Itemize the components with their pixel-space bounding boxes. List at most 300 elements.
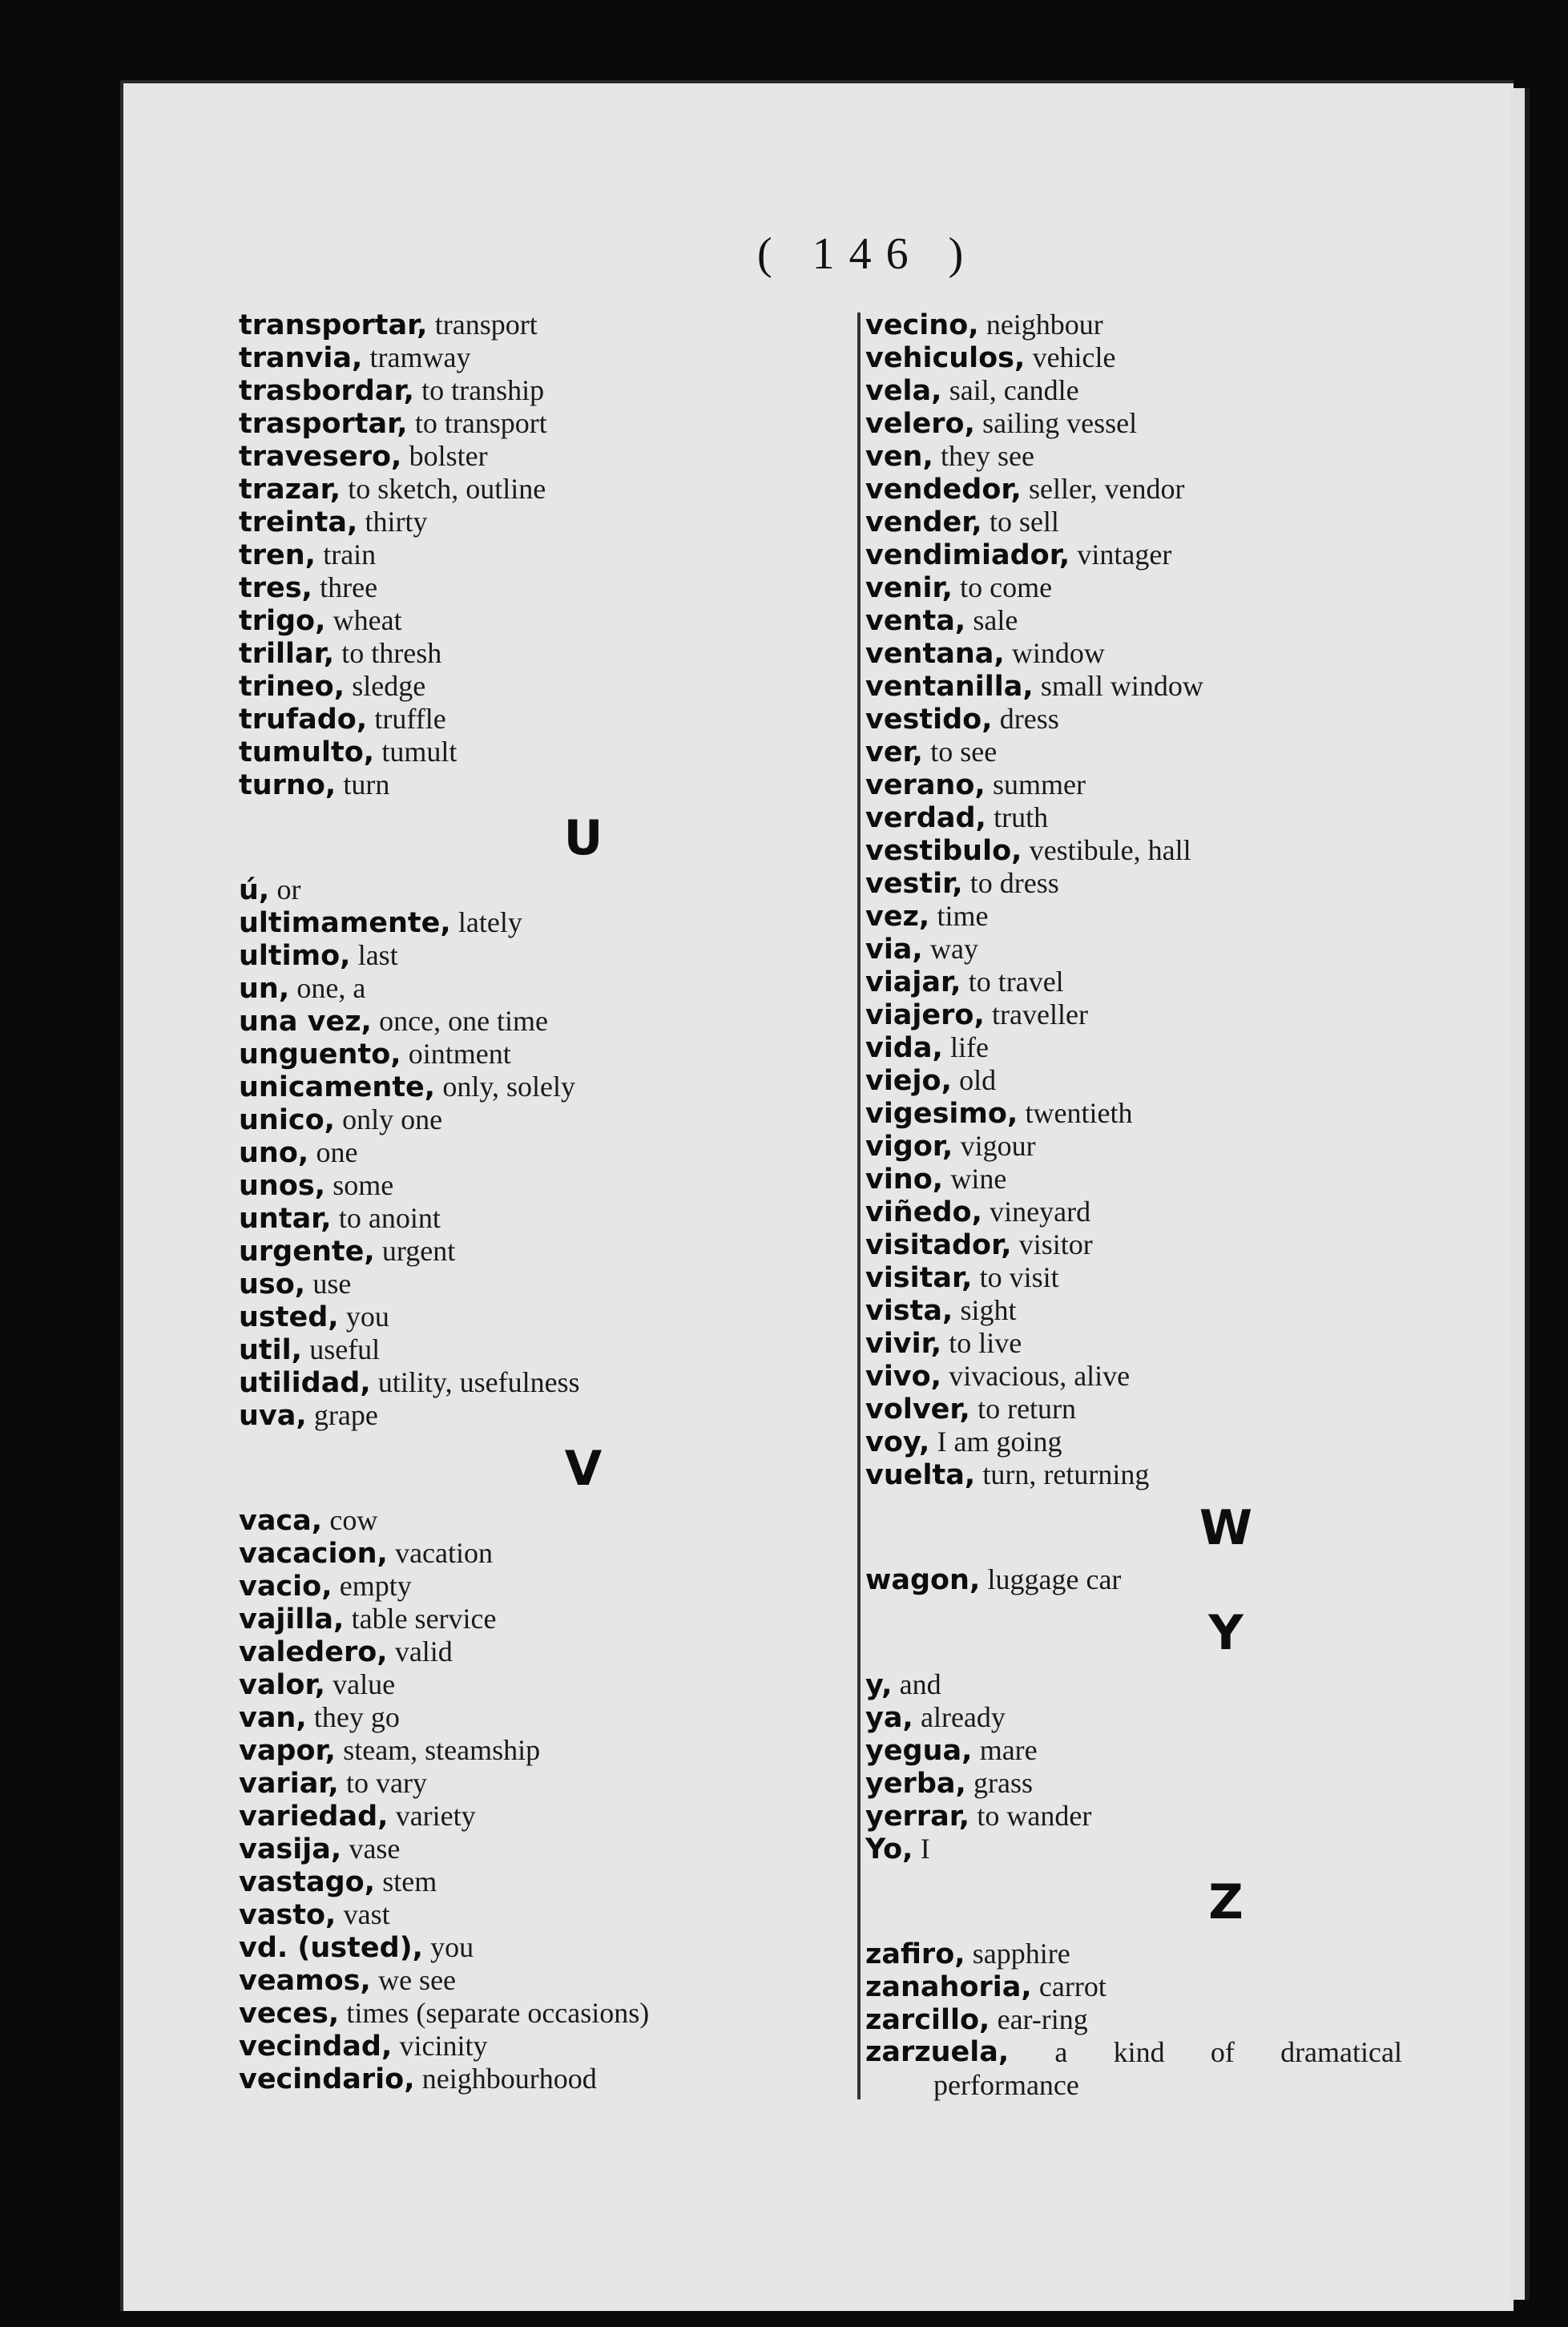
gloss: turn, returning: [982, 1458, 1150, 1490]
headword: ya,: [865, 1702, 913, 1734]
dictionary-entry: [239, 670, 864, 703]
dictionary-entry: [865, 1668, 1442, 1701]
gloss: to dress: [969, 867, 1059, 899]
gloss-continuation: performance: [933, 2069, 1079, 2101]
dictionary-entry: [865, 440, 1442, 473]
dictionary-entry: [239, 1202, 864, 1235]
gloss: useful: [309, 1333, 381, 1365]
gloss: vast: [343, 1898, 390, 1930]
dictionary-entry: [865, 1426, 1442, 1458]
headword: trasbordar,: [239, 375, 414, 407]
dictionary-entry: [239, 1833, 864, 1865]
headword: vestido,: [865, 704, 993, 736]
headword: vestibulo,: [865, 835, 1022, 867]
dictionary-entry: [865, 341, 1442, 374]
dictionary-entry: [865, 834, 1442, 867]
headword: tres,: [239, 572, 312, 604]
v-entries-continued-list: [865, 309, 1442, 1491]
gloss: grape: [313, 1399, 378, 1431]
gloss: seller, vendor: [1029, 473, 1185, 505]
headword: variar,: [239, 1768, 339, 1800]
w-entries-list: [865, 1563, 1442, 1596]
gloss: some: [333, 1169, 394, 1201]
gloss: sapphire: [972, 1938, 1070, 1970]
headword: yerrar,: [865, 1801, 970, 1833]
zarzuela-first-line: [865, 2036, 1402, 2069]
letter-heading-w: W: [1199, 1500, 1253, 1556]
dictionary-entry: [239, 736, 864, 768]
dictionary-entry: [865, 933, 1442, 966]
headword: ventanilla,: [865, 671, 1034, 703]
dictionary-entry: [239, 1865, 864, 1898]
headword: travesero,: [239, 441, 402, 473]
headword: valedero,: [239, 1636, 388, 1668]
gloss: vigour: [960, 1130, 1036, 1162]
dictionary-entry: [865, 801, 1442, 834]
gloss: wheat: [333, 604, 402, 636]
gloss: to travel: [968, 966, 1064, 998]
gloss: they see: [941, 440, 1034, 472]
headword: vasija,: [239, 1833, 342, 1865]
headword: vd. (usted),: [239, 1932, 423, 1964]
headword: un,: [239, 973, 290, 1005]
page-edge-shadow: [1525, 88, 1530, 2300]
headword: urgente,: [239, 1236, 375, 1268]
t-entries-list: [239, 309, 864, 801]
headword: vela,: [865, 375, 942, 407]
headword: una vez,: [239, 1006, 372, 1038]
dictionary-entry: [239, 1005, 864, 1038]
gloss: luggage car: [987, 1563, 1122, 1595]
headword: vivir,: [865, 1328, 942, 1360]
dictionary-entry: [239, 1071, 864, 1103]
headword: vida,: [865, 1032, 943, 1064]
headword: viejo,: [865, 1065, 952, 1097]
gloss: summer: [992, 768, 1086, 801]
dictionary-entry: [865, 309, 1442, 341]
gloss: to transport: [414, 407, 547, 439]
headword: volver,: [865, 1393, 970, 1426]
dictionary-entry: [239, 1399, 864, 1432]
headword: vasto,: [239, 1899, 337, 1931]
dictionary-entry: [865, 867, 1442, 900]
headword: vivo,: [865, 1361, 941, 1393]
dictionary-entry: [239, 1931, 864, 1964]
dictionary-entry: [865, 1196, 1442, 1228]
headword: vigesimo,: [865, 1098, 1018, 1130]
gloss: sale: [973, 604, 1018, 636]
dictionary-entry: [865, 1734, 1442, 1767]
gloss: I: [920, 1833, 930, 1865]
headword: vastago,: [239, 1866, 376, 1898]
headword: vecindario,: [239, 2063, 415, 2095]
z-entries-list: [865, 1938, 1442, 2036]
headword: uva,: [239, 1400, 307, 1432]
dictionary-entry: [239, 604, 864, 637]
dictionary-entry: [239, 1964, 864, 1997]
headword: vista,: [865, 1295, 953, 1327]
v-entries-list: [239, 1504, 864, 2095]
gloss: value: [333, 1668, 396, 1700]
dictionary-entry: [239, 1169, 864, 1202]
dictionary-entry: [865, 966, 1442, 998]
dictionary-entry: [865, 998, 1442, 1031]
dictionary-entry: [865, 407, 1442, 440]
headword: viajar,: [865, 966, 961, 998]
dictionary-entry: [239, 538, 864, 571]
dictionary-entry: [865, 604, 1442, 637]
headword: uso,: [239, 1268, 306, 1301]
gloss: vineyard: [990, 1196, 1091, 1228]
gloss: we see: [378, 1964, 457, 1996]
gloss: tramway: [369, 341, 471, 373]
headword: unguento,: [239, 1038, 401, 1071]
headword: visitador,: [865, 1229, 1012, 1261]
headword: turno,: [239, 769, 337, 801]
dictionary-entry: [865, 1458, 1442, 1491]
gloss: ointment: [408, 1038, 511, 1070]
gloss: small window: [1040, 670, 1203, 702]
headword: trigo,: [239, 605, 326, 637]
dictionary-entry: [865, 1701, 1442, 1734]
headword: utilidad,: [239, 1367, 371, 1399]
dictionary-entry: [239, 1038, 864, 1071]
gloss: truth: [994, 801, 1049, 833]
headword: uno,: [239, 1137, 309, 1169]
dictionary-entry: [865, 2003, 1442, 2036]
dictionary-entry: [239, 407, 864, 440]
dictionary-entry: [239, 1997, 864, 2030]
dictionary-entry: [239, 1333, 864, 1366]
gloss: time: [937, 900, 989, 932]
dictionary-entry: [865, 1294, 1442, 1327]
dictionary-entry: [239, 2063, 864, 2095]
gloss: lately: [458, 906, 522, 938]
gloss: they go: [313, 1701, 400, 1733]
gloss: to tranship: [421, 374, 545, 406]
gloss: vacation: [395, 1537, 494, 1569]
dictionary-entry: [865, 538, 1442, 571]
dictionary-entry: [239, 1268, 864, 1301]
gloss: to visit: [979, 1261, 1059, 1293]
headword: vendimiador,: [865, 539, 1070, 571]
gloss: to sell: [989, 506, 1059, 538]
headword: zarcillo,: [865, 2004, 990, 2036]
dictionary-entry: [239, 1537, 864, 1570]
dictionary-entry: [865, 1970, 1442, 2003]
gloss: sail, candle: [949, 374, 1079, 406]
dictionary-entry: [865, 571, 1442, 604]
letter-heading-z: Z: [1208, 1874, 1244, 1930]
headword: valor,: [239, 1669, 325, 1701]
headword: tren,: [239, 539, 316, 571]
headword: verano,: [865, 769, 986, 801]
gloss: grass: [973, 1767, 1034, 1799]
gloss: and: [899, 1668, 941, 1700]
headword: ú,: [239, 874, 270, 906]
gloss: vivacious, alive: [949, 1360, 1131, 1392]
gloss: only, solely: [442, 1071, 575, 1103]
headword: vuelta,: [865, 1459, 976, 1491]
headword: unico,: [239, 1104, 335, 1136]
dictionary-entry: [865, 1163, 1442, 1196]
dictionary-entry: [865, 1938, 1442, 1970]
dictionary-entry: [865, 1393, 1442, 1426]
gloss: or: [276, 873, 301, 905]
y-entries-list: [865, 1668, 1442, 1865]
dictionary-entry: [865, 506, 1442, 538]
dictionary-entry: [239, 1235, 864, 1268]
headword: Yo,: [865, 1833, 913, 1865]
dictionary-entry: [865, 637, 1442, 670]
headword: treinta,: [239, 506, 358, 538]
page-edge: [1510, 88, 1525, 2300]
gloss: thirty: [365, 506, 428, 538]
headword: velero,: [865, 408, 975, 440]
letter-heading-v: V: [564, 1441, 603, 1497]
gloss: once, one time: [379, 1005, 549, 1037]
gloss: valid: [394, 1635, 453, 1668]
gloss: truffle: [374, 703, 446, 735]
dictionary-entry: [239, 1701, 864, 1734]
dictionary-entry: [239, 1800, 864, 1833]
headword: zafiro,: [865, 1938, 965, 1970]
dictionary-entry: [865, 670, 1442, 703]
gloss: transport: [434, 309, 538, 341]
dictionary-entry: [865, 1563, 1442, 1596]
headword: viajero,: [865, 999, 985, 1031]
gloss: you: [345, 1301, 389, 1333]
headword: trazar,: [239, 474, 341, 506]
headword: vajilla,: [239, 1603, 345, 1635]
gloss: neighbourhood: [421, 2063, 597, 2095]
dictionary-entry: [865, 374, 1442, 407]
headword: veces,: [239, 1998, 340, 2030]
gloss: to anoint: [338, 1202, 441, 1234]
dictionary-entry: [239, 2030, 864, 2063]
headword: trineo,: [239, 671, 345, 703]
gloss: train: [323, 538, 377, 571]
gloss: cow: [329, 1504, 378, 1536]
gloss-word: of: [1210, 2036, 1235, 2068]
right-column: [865, 309, 1442, 2102]
dictionary-entry: [865, 1261, 1442, 1294]
dictionary-entry: [239, 1570, 864, 1603]
headword: zanahoria,: [865, 1971, 1032, 2003]
gloss: way: [929, 933, 978, 965]
headword: vaca,: [239, 1505, 323, 1537]
headword: vestir,: [865, 868, 963, 900]
headword: y,: [865, 1669, 893, 1701]
dictionary-entry: [865, 1097, 1442, 1130]
gloss: urgent: [381, 1235, 456, 1267]
gloss: tumult: [381, 736, 458, 768]
dictionary-entry: [239, 1366, 864, 1399]
headword: yerba,: [865, 1768, 966, 1800]
headword: tranvia,: [239, 342, 363, 374]
letter-heading-u: U: [563, 810, 603, 866]
headword: usted,: [239, 1301, 339, 1333]
headword: vapor,: [239, 1735, 336, 1767]
gloss: you: [430, 1931, 474, 1963]
dictionary-entry: [239, 1668, 864, 1701]
gloss: to sketch, outline: [348, 473, 546, 505]
dictionary-entry: [865, 1360, 1442, 1393]
dictionary-entry: [239, 768, 864, 801]
headword: vendedor,: [865, 474, 1022, 506]
dictionary-entry: [865, 1031, 1442, 1064]
gloss: vintager: [1077, 538, 1172, 571]
dictionary-entry: [239, 637, 864, 670]
gloss-word: dramatical: [1280, 2036, 1402, 2068]
dictionary-entry: [865, 703, 1442, 736]
headword: vez,: [865, 901, 930, 933]
gloss: times (separate occasions): [346, 1997, 650, 2029]
gloss: to come: [960, 571, 1053, 603]
gloss: turn: [343, 768, 390, 801]
gloss: only one: [342, 1103, 443, 1135]
headword: util,: [239, 1334, 302, 1366]
headword: transportar,: [239, 309, 428, 341]
dictionary-entry: [239, 1136, 864, 1169]
headword: variedad,: [239, 1801, 389, 1833]
headword: vecino,: [865, 309, 979, 341]
dictionary-entry: [239, 906, 864, 939]
headword: wagon,: [865, 1564, 981, 1596]
headword: vecindad,: [239, 2031, 393, 2063]
gloss: one, a: [296, 972, 366, 1004]
headword: trillar,: [239, 638, 335, 670]
letter-heading-y: Y: [1208, 1605, 1244, 1661]
dictionary-entry-zarzuela: [865, 2036, 1442, 2102]
dictionary-entry: [239, 1767, 864, 1800]
headword: verdad,: [865, 802, 986, 834]
u-entries-list: [239, 873, 864, 1432]
headword: trasportar,: [239, 408, 408, 440]
gloss: twentieth: [1025, 1097, 1133, 1129]
gloss: one: [316, 1136, 358, 1168]
headword: veamos,: [239, 1965, 371, 1997]
dictionary-entry: [239, 473, 864, 506]
headword: vino,: [865, 1164, 944, 1196]
left-column: [239, 309, 864, 2095]
gloss: to thresh: [341, 637, 442, 669]
headword: unos,: [239, 1170, 326, 1202]
dictionary-entry: [865, 736, 1442, 768]
dictionary-entry: [865, 1064, 1442, 1097]
gloss: stem: [382, 1865, 437, 1897]
dictionary-entry: [239, 440, 864, 473]
dictionary-entry: [239, 1734, 864, 1767]
gloss: dress: [999, 703, 1059, 735]
gloss: ear-ring: [997, 2003, 1088, 2035]
gloss: sledge: [352, 670, 426, 702]
dictionary-entry: [865, 1833, 1442, 1865]
gloss: empty: [339, 1570, 412, 1602]
dictionary-entry: [865, 1228, 1442, 1261]
headword: ventana,: [865, 638, 1005, 670]
dictionary-entry: [239, 1103, 864, 1136]
gloss: sailing vessel: [982, 407, 1138, 439]
gloss: variety: [395, 1800, 476, 1832]
headword: ultimamente,: [239, 907, 451, 939]
gloss: life: [950, 1031, 990, 1063]
gloss: table service: [351, 1603, 497, 1635]
dictionary-entry: [239, 939, 864, 972]
dictionary-entry: [239, 374, 864, 407]
headword: van,: [239, 1702, 307, 1734]
dictionary-entry: [239, 341, 864, 374]
headword: voy,: [865, 1426, 930, 1458]
gloss: vehicle: [1032, 341, 1116, 373]
headword: vigor,: [865, 1131, 953, 1163]
gloss: carrot: [1038, 1970, 1106, 2002]
dictionary-entry: [239, 309, 864, 341]
gloss: traveller: [992, 998, 1088, 1030]
headword: vehiculos,: [865, 342, 1026, 374]
dictionary-entry: [865, 1130, 1442, 1163]
dictionary-entry: [239, 703, 864, 736]
gloss: wine: [950, 1163, 1007, 1195]
gloss: sight: [960, 1294, 1017, 1326]
headword: tumulto,: [239, 736, 375, 768]
gloss: bolster: [409, 440, 488, 472]
gloss: vestibule, hall: [1029, 834, 1191, 866]
gloss: to wander: [977, 1800, 1092, 1832]
gloss: to see: [930, 736, 998, 768]
gloss: neighbour: [986, 309, 1103, 341]
dictionary-entry: [865, 1767, 1442, 1800]
gloss: vase: [349, 1833, 401, 1865]
dictionary-entry: [865, 900, 1442, 933]
gloss: window: [1011, 637, 1105, 669]
dictionary-entry: [239, 1504, 864, 1537]
dictionary-entry: [239, 1898, 864, 1931]
gloss: steam, steamship: [343, 1734, 541, 1766]
page-number: ( 146 ): [757, 229, 978, 279]
dictionary-entry: [865, 768, 1442, 801]
gloss: to live: [949, 1327, 1022, 1359]
dictionary-entry: [239, 1635, 864, 1668]
gloss: to return: [977, 1393, 1077, 1425]
headword: viñedo,: [865, 1196, 982, 1228]
gloss: old: [959, 1064, 997, 1096]
headword: venta,: [865, 605, 966, 637]
gloss: last: [357, 939, 398, 971]
headword: ultimo,: [239, 940, 351, 972]
headword: unicamente,: [239, 1071, 436, 1103]
headword: zarzuela,: [865, 2036, 1010, 2068]
gloss: vicinity: [399, 2030, 488, 2062]
gloss: visitor: [1018, 1228, 1093, 1260]
dictionary-entry: [239, 873, 864, 906]
gloss: utility, usefulness: [377, 1366, 580, 1398]
headword: venir,: [865, 572, 953, 604]
gloss-word: kind: [1113, 2036, 1165, 2068]
dictionary-entry: [865, 473, 1442, 506]
dictionary-entry: [239, 1603, 864, 1635]
headword: untar,: [239, 1203, 332, 1235]
dictionary-entry: [239, 506, 864, 538]
gloss: already: [920, 1701, 1006, 1733]
headword: trufado,: [239, 704, 368, 736]
gloss: to vary: [345, 1767, 427, 1799]
headword: ven,: [865, 441, 933, 473]
headword: visitar,: [865, 1262, 973, 1294]
gloss: I am going: [937, 1426, 1062, 1458]
headword: ver,: [865, 736, 923, 768]
headword: via,: [865, 934, 923, 966]
